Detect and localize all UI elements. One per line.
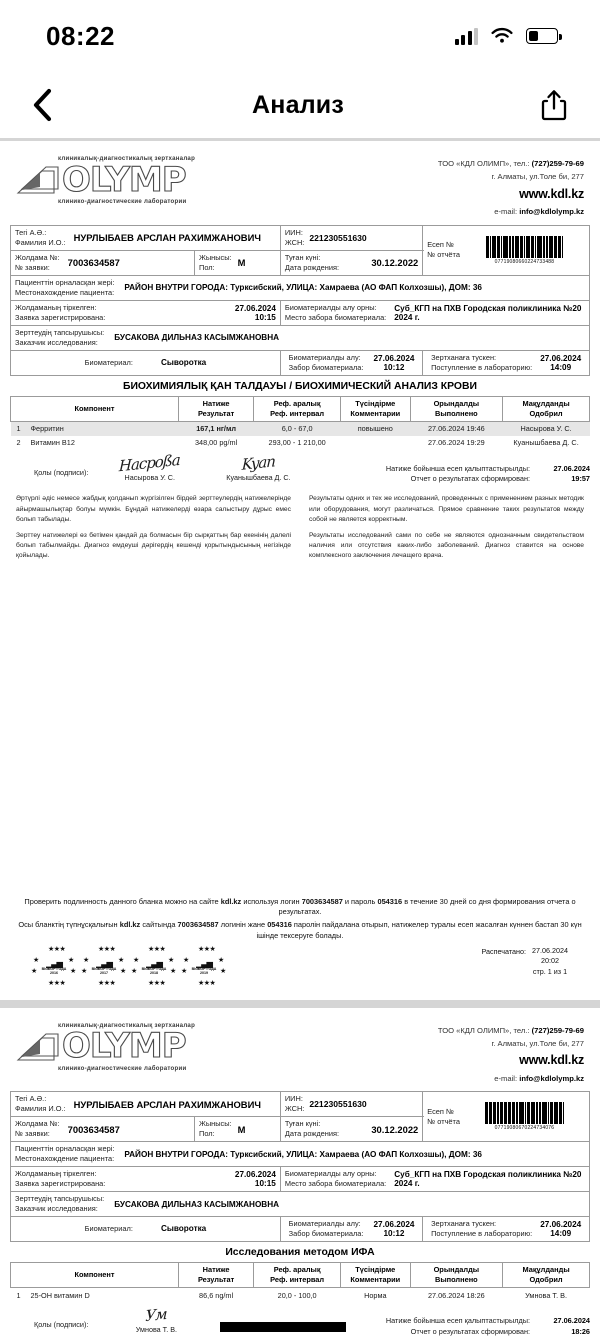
row-done: 27.06.2024 19:29 — [427, 438, 485, 447]
document-scroll-area[interactable] — [0, 138, 600, 1340]
table-row — [11, 436, 590, 450]
patient-name-value: НУРЛЫБАЕВ АРСЛАН РАХИМЖАНОВИЧ — [73, 1098, 261, 1110]
iin-value: 221230551630 — [309, 232, 367, 243]
patient-name-value: НУРЛЫБАЕВ АРСЛАН РАХИМЖАНОВИЧ — [73, 232, 261, 244]
birth-date-value: 30.12.2022 — [371, 257, 419, 269]
col-component: Компонент — [11, 396, 179, 421]
sex-label-ru: Пол: — [199, 262, 215, 272]
signer-name: Умнова Т. В. — [135, 1325, 178, 1335]
order-number-value: 7003634587 — [67, 1123, 120, 1135]
report-formed-label-ru: Отчет о результатах сформирован: — [410, 1327, 530, 1336]
logo-tagline-ru: клинико-диагностические лаборатории — [58, 198, 187, 205]
biomaterial-value: Сыворотка — [160, 1224, 207, 1234]
award-badge: ★★★ ★ ★ ★ ★ ★★★ ▁▃▅ ВЫБОР ГОДА 2018 — [132, 946, 176, 990]
customer-label-kk: Зерттеудің тапсырушысы: — [15, 327, 105, 337]
birth-date-value: 30.12.2022 — [371, 1123, 419, 1135]
iin-label-ru: ИИН: — [284, 227, 303, 237]
award-badge: ★★★ ★ ★ ★ ★ ★★★ ▁▃▅ ВЫБОР ГОДА 2016 — [32, 946, 76, 990]
report-formed-label-ru: Отчет о результатах сформирован: — [410, 474, 530, 484]
row-comment — [341, 436, 410, 450]
row-approved: Куанышбаева Д. С. — [513, 438, 579, 447]
disclaimer-paragraph: Результаты одних и тех же исследований, проведенных с применением разных методик или оборудования, могут различаться. Прямое сравнение таких результатов между собой не является корректным. — [309, 495, 584, 524]
table-row — [11, 1288, 590, 1303]
signature-mark-icon: Hacpoßa — [119, 450, 181, 475]
location-value: РАЙОН ВНУТРИ ГОРОДА: Турксибский, УЛИЦА: Хамраева (АО ФАП Колхозшы), ДОМ: 36 — [124, 283, 482, 293]
logo-tagline-ru: клинико-диагностические лаборатории — [58, 1064, 187, 1072]
report-formed-time: 19:57 — [571, 474, 590, 484]
report-label-kk: Есеп № — [427, 240, 454, 250]
location-value: РАЙОН ВНУТРИ ГОРОДА: Турксибский, УЛИЦА: Хамраева (АО ФАП Колхозшы), ДОМ: 36 — [124, 1149, 482, 1159]
award-year: 2016 — [50, 970, 58, 975]
report-formed-date: 27.06.2024 — [553, 1316, 590, 1326]
row-result: 348,00 pg/ml — [194, 438, 238, 447]
logo-mark — [16, 159, 276, 200]
row-done: 27.06.2024 18:26 — [427, 1290, 485, 1300]
contact-block — [438, 155, 584, 219]
page-title: Анализ — [252, 90, 344, 119]
collection-place-label-ru: Место забора биоматериала: — [284, 312, 387, 322]
report-formed-label-kk: Натиже бойынша есеп қалыптастырылды: — [385, 1316, 530, 1326]
col-reference: Реф. аралық Реф. интервал — [254, 396, 341, 421]
registered-label-ru: Заявка зарегистрирована: — [15, 312, 106, 322]
award-title: ВЫБОР ГОДА — [91, 966, 117, 971]
results-body-1 — [11, 421, 590, 450]
registered-date-value: 27.06.2024 — [234, 1170, 276, 1180]
order-number-value: 7003634587 — [67, 257, 120, 269]
table-row — [11, 325, 590, 350]
report-formed-label-kk: Натиже бойынша есеп қалыптастырылды: — [385, 463, 530, 473]
signature-label: Қолы (подписи): — [34, 467, 89, 477]
company-name: ТОО «КДЛ ОЛИМП», тел.: — [437, 159, 530, 168]
row-index: 1 — [16, 1290, 21, 1300]
verify-text-ru: Проверить подлинность данного бланка можно на сайте kdl.kz используя логин 7003634587 и пароль 054316 в течение 30 дней со дня формирования отчета о результатах. — [24, 896, 576, 917]
birth-label-ru: Дата рождения: — [284, 262, 340, 272]
customer-label-ru: Заказчик исследования: — [15, 337, 98, 347]
biomaterial-value: Сыворотка — [160, 357, 207, 367]
olymp-logo — [16, 155, 276, 205]
row-component: Витамин В12 — [30, 438, 75, 447]
disclaimer-paragraph: Зерттеу натижелері өз бетімен қандай да болмасын бір сырқаттың бар екенінің далелі болып табылмайды. Диагноз емдеуші дәрігердің кешенді қорытындысының негізінде қойылады. — [16, 531, 291, 560]
company-phone: (727)259-79-69 — [531, 159, 584, 168]
barcode — [464, 1102, 585, 1131]
printed-page: стр. 1 из 1 — [532, 967, 568, 977]
biomaterial-label: Биоматериал: — [84, 357, 133, 367]
award-title: ВЫБОР ГОДА — [41, 966, 67, 971]
customer-value: БУСАКОВА ДИЛЬНАЗ КАСЫМЖАНОВНА — [114, 333, 280, 343]
table-header-row — [11, 1263, 590, 1288]
taken-time-value: 10:12 — [383, 1229, 405, 1239]
email-label: e-mail: — [494, 207, 518, 217]
company-address: г. Алматы, ул.Толе би, 277 — [491, 1038, 584, 1048]
footer-bottom — [18, 942, 582, 1000]
order-label-ru: № заявки: — [15, 262, 50, 272]
report-page-2 — [0, 1008, 600, 1340]
stars-icon: ★★★ ★ ★ ★ ★ ★★★ — [31, 945, 76, 987]
signature-block — [211, 451, 306, 482]
award-title: ВЫБОР ГОДА — [141, 966, 167, 971]
taken-date-value: 27.06.2024 — [373, 1220, 415, 1230]
page-footer-1 — [10, 897, 590, 1000]
disclaimer-paragraph: Әртүрлі әдіс немесе жабдық қолданып жүргізілген бірдей зерттеулердің натижелерінде айырмашылықтар болуы мүмкін. Бұндай натижелерді өзара салыстыру дұрыс емес болып табылады. — [16, 495, 291, 524]
registered-time-value: 10:15 — [254, 1179, 276, 1189]
sex-value: М — [237, 257, 246, 269]
signature-block — [102, 450, 197, 482]
signature-row-1 — [10, 450, 590, 488]
verify-text-kk: Осы бланктің түпнұсқалығын kdl.kz сайтында 7003634587 логинін жане 054316 паролін пайдалана отырып, натижелер туралы есеп жасалған күннен бастап 30 күн ішінде тексеруге болады. — [18, 920, 582, 940]
printed-label: Распечатано: — [481, 946, 527, 956]
col-comment: Түсіндірме Комментарии — [341, 396, 410, 421]
birth-label-kk: Туған күні: — [284, 252, 321, 262]
award-year: 2018 — [150, 970, 158, 975]
award-badge: ★★★ ★ ★ ★ ★ ★★★ ▁▃▅ ВЫБОР ГОДА 2019 — [182, 946, 226, 990]
verify-site: kdl.kz — [220, 896, 242, 906]
company-phone: (727)259-79-69 — [531, 1025, 584, 1035]
col-result: Натиже Результат — [178, 396, 253, 421]
taken-label-ru: Забор биоматериала: — [288, 362, 364, 372]
customer-value: БУСАКОВА ДИЛЬНАЗ КАСЫМЖАНОВНА — [114, 1199, 280, 1209]
stars-icon: ★★★ ★ ★ ★ ★ ★★★ — [181, 945, 226, 987]
award-badge: ★★★ ★ ★ ★ ★ ★★★ ▁▃▅ ВЫБОР ГОДА 2017 — [82, 946, 126, 990]
logo-mark — [16, 1026, 276, 1067]
table-row: Жолдама №: № заявки: 7003634587 Жынысы: Пол: М Туған күні: Дата рождения: 30.12.2022 — [11, 1117, 590, 1142]
barcode-number: 07719080660224733488 — [494, 258, 555, 265]
row-comment: повышено — [341, 421, 410, 436]
registered-label-kk: Жолдаманың тіркелген: — [15, 302, 97, 312]
results-body-2 — [11, 1288, 590, 1303]
olymp-emblem-icon — [16, 1030, 62, 1064]
collection-place-value: Суб_КГП на ПХВ Городская поликлиника №20 2024 г. — [394, 1170, 582, 1189]
share-button[interactable] — [534, 85, 574, 125]
row-index: 2 — [16, 438, 21, 447]
row-reference: 6,0 - 67,0 — [254, 421, 341, 436]
col-approved: Мақұлданды Одобрил — [503, 396, 590, 421]
letterhead — [10, 1018, 590, 1092]
patient-info-table-1 — [10, 225, 590, 376]
disclaimer-paragraph: Результаты исследований сами по себе не являются однозначным свидетельством наличия или отсутствия каких-либо заболеваний. Диагноз ставится на основе комплексного заключения лечащего врача. — [309, 531, 584, 560]
location-label-kk: Пациенттін орналасқан жері: — [15, 277, 115, 287]
signature-mark-icon: Ум — [145, 1304, 168, 1326]
row-reference: 293,00 - 1 210,00 — [268, 438, 326, 447]
logo-wordmark: OLYMP — [62, 1026, 186, 1067]
barcode-bars — [464, 236, 585, 258]
table-header-row — [11, 396, 590, 421]
col-reference: Реф. аралық Реф. интервал — [254, 1263, 341, 1288]
stars-icon: ★★★ ★ ★ ★ ★ ★★★ — [81, 945, 126, 987]
taken-time-value: 10:12 — [383, 362, 405, 372]
col-component: Компонент — [11, 1263, 179, 1288]
printed-block — [481, 946, 568, 978]
barcode — [464, 236, 585, 265]
verify-login: 7003634587 — [301, 896, 343, 906]
row-index: 1 — [11, 421, 27, 436]
battery-icon — [526, 28, 558, 44]
section-title-1: БИОХИМИЯЛЫҚ ҚАН ТАЛДАУЫ / БИОХИМИЧЕСКИЙ АНАЛИЗ КРОВИ — [123, 380, 477, 392]
verify-password: 054316 — [377, 896, 403, 906]
row-approved: Насырова У. С. — [503, 421, 590, 436]
signer-name: Насырова У. С. — [124, 472, 175, 482]
received-date-value: 27.06.2024 — [540, 1220, 582, 1230]
printed-time: 20:02 — [541, 956, 559, 966]
page-blank-space — [10, 567, 590, 897]
award-title: ВЫБОР ГОДА — [191, 966, 217, 971]
letterhead — [10, 151, 590, 225]
collection-place-label-kk: Биоматериалды алу орны: — [284, 302, 377, 312]
collection-place-value: Суб_КГП на ПХВ Городская поликлиника №20 2024 г. — [394, 303, 582, 322]
table-row: Жолдаманың тіркелген: Заявка зарегистрирована: 27.06.2024 10:15 Биоматериалды алу орны: Место забора биоматериала: Суб_КГП на ПХВ Городская поликлиника №20 2024 г. — [11, 1167, 590, 1192]
table-row — [11, 275, 590, 300]
award-year: 2017 — [100, 970, 108, 975]
signer-name: Куанышбаева Д. С. — [226, 472, 291, 482]
received-time-value: 14:09 — [550, 1229, 572, 1239]
status-icons — [455, 27, 559, 45]
barcode-bars — [464, 1102, 585, 1124]
signature-row-2 — [10, 1302, 590, 1340]
results-table-1 — [10, 396, 590, 450]
report-formed-block — [386, 1306, 590, 1338]
contact-block: ТОО «КДЛ ОЛИМП», тел.: (727)259-79-69 г. Алматы, ул.Толе би, 277 www.kdl.kz e-mail: info@kdlolymp.kz — [437, 1025, 584, 1083]
registered-time-value: 10:15 — [254, 312, 276, 322]
report-page-1 — [0, 141, 600, 1000]
signature-block — [102, 1306, 210, 1334]
table-row: Тегі А.Ә.: Фамилия И.О.: НУРЛЫБАЕВ АРСЛАН РАХИМЖАНОВИЧ ИИН: ЖСН: 221230551630 Есеп № № отчёта 07719080670224734076 — [11, 1092, 590, 1117]
cellular-bars-icon — [455, 28, 479, 45]
row-approved: Умнова Т. В. — [525, 1290, 568, 1300]
company-email[interactable]: info@kdlolymp.kz — [519, 207, 584, 217]
col-done: Орындалды Выполнено — [410, 396, 503, 421]
results-table-2 — [10, 1262, 590, 1302]
redaction-bar — [220, 1322, 346, 1332]
disclaimer-ru — [309, 494, 584, 566]
logo-wordmark: OLYMP — [62, 159, 186, 200]
iin-label-kk: ЖСН: — [284, 237, 305, 247]
sex-value: М — [237, 1123, 246, 1135]
disclaimer-block — [10, 487, 590, 566]
received-date-value: 27.06.2024 — [540, 353, 582, 363]
taken-date-value: 27.06.2024 — [373, 353, 415, 363]
report-formed-date: 27.06.2024 — [553, 463, 590, 473]
row-component: 25-ОН витамин D — [30, 1290, 90, 1300]
row-comment: Норма — [364, 1290, 387, 1300]
received-label-kk: Зертханаға тускен: — [431, 352, 497, 362]
disclaimer-kk — [16, 494, 291, 566]
table-row: Зерттеудің тапсырушысы: Заказчик исследования: БУСАКОВА ДИЛЬНАЗ КАСЫМЖАНОВНА — [11, 1192, 590, 1217]
section-title-2: Исследования методом ИФА — [225, 1247, 375, 1259]
surname-label-kk: Тегі А.Ә.: — [15, 227, 47, 237]
col-result: Натиже Результат — [178, 1263, 253, 1288]
company-website[interactable]: www.kdl.kz — [519, 1053, 584, 1068]
report-label-ru: № отчёта — [427, 250, 460, 260]
row-reference: 20,0 - 100,0 — [277, 1290, 317, 1300]
company-website[interactable]: www.kdl.kz — [519, 186, 584, 201]
olymp-emblem-icon — [16, 163, 62, 197]
table-row — [11, 350, 590, 375]
iin-value: 221230551630 — [309, 1099, 367, 1110]
table-row — [11, 300, 590, 325]
sex-label-kk: Жынысы: — [199, 252, 232, 262]
surname-label-ru: Фамилия И.О.: — [15, 237, 66, 247]
olymp-logo — [16, 1022, 276, 1072]
patient-info-table-2 — [10, 1091, 590, 1242]
status-time: 08:22 — [46, 20, 115, 51]
row-component: Ферритин — [27, 421, 179, 436]
company-email[interactable]: info@kdlolymp.kz — [519, 1074, 584, 1083]
table-row: Пациенттін орналасқан жері: Местонахождение пациента: РАЙОН ВНУТРИ ГОРОДА: Турксибский, УЛИЦА: Хамраева (АО ФАП Колхозшы), ДОМ: 36 — [11, 1142, 590, 1167]
signature-label: Қолы (подписи): — [34, 1320, 89, 1330]
location-label-ru: Местонахождение пациента: — [15, 287, 115, 297]
col-done: Орындалды Выполнено — [410, 1263, 503, 1288]
table-row: Биоматериал: Сыворотка Биоматериалды алу: Забор биоматериала: 27.06.2024 10:12 Зертханаға тускен: Поступление в лабораторию: 27.06.2024 14:09 — [11, 1217, 590, 1242]
nav-bar — [0, 72, 600, 138]
logo-tagline-kk: клиникалық-диагностикалық зертханалар — [58, 1021, 196, 1029]
logo-tagline-kk: клиникалық-диагностикалық зертханалар — [58, 155, 196, 162]
company-address: г. Алматы, ул.Толе би, 277 — [491, 172, 584, 182]
report-formed-time: 18:26 — [571, 1327, 590, 1336]
signature-mark-icon: Kyan — [241, 451, 276, 474]
received-label-ru: Поступление в лабораторию: — [431, 362, 533, 372]
awards-row — [32, 946, 226, 990]
status-bar — [0, 0, 600, 72]
table-row — [11, 225, 590, 250]
award-year: 2019 — [200, 970, 208, 975]
row-result: 86,6 ng/ml — [199, 1290, 234, 1300]
order-label-kk: Жолдама №: — [15, 252, 60, 262]
row-done: 27.06.2024 19:46 — [410, 421, 503, 436]
received-time-value: 14:09 — [550, 362, 572, 372]
barcode-number: 07719080670224734076 — [494, 1125, 555, 1132]
row-result: 167,1 нг/мл — [178, 421, 253, 436]
report-formed-block — [386, 454, 590, 486]
col-comment: Түсіндірме Комментарии — [341, 1263, 410, 1288]
taken-label-kk: Биоматериалды алу: — [288, 352, 361, 362]
wifi-icon — [490, 27, 514, 45]
col-approved: Мақұлданды Одобрил — [503, 1263, 590, 1288]
stars-icon: ★★★ ★ ★ ★ ★ ★★★ — [131, 945, 176, 987]
back-button[interactable] — [22, 85, 62, 125]
table-row — [11, 421, 590, 436]
registered-date-value: 27.06.2024 — [234, 303, 276, 313]
printed-date: 27.06.2024 — [532, 945, 568, 955]
